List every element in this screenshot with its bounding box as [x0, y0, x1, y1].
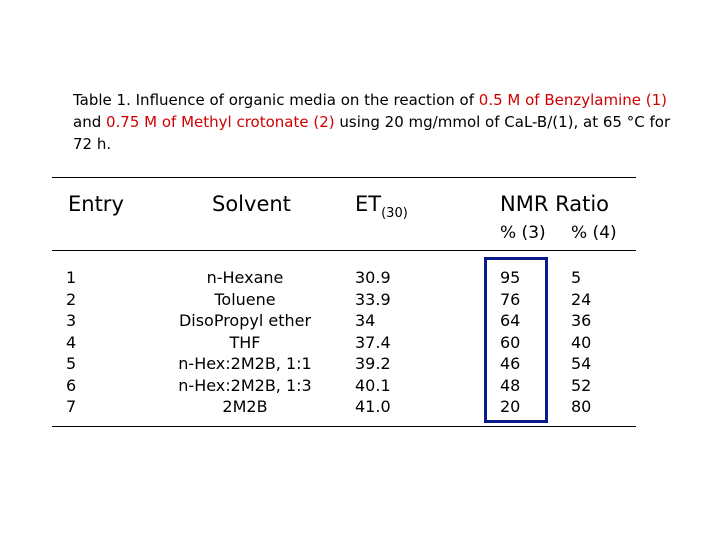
column-pct-4 — [571, 267, 591, 418]
pct3-cell: 64 — [500, 311, 521, 330]
table-caption — [73, 89, 673, 155]
et30-cell: 30.9 — [355, 268, 391, 287]
header-et30-subscript: (30) — [381, 206, 408, 221]
table-bottom-rule — [52, 426, 636, 427]
header-et30-main: ET — [355, 192, 382, 216]
et30-cell: 39.2 — [355, 354, 391, 373]
et30-cell: 33.9 — [355, 289, 391, 309]
pct4-cell: 36 — [571, 311, 592, 330]
column-pct-3 — [500, 267, 520, 418]
caption-highlight-methyl-crotonate: 0.75 M of Methyl crotonate (2) — [106, 113, 335, 131]
pct3-cell: 60 — [500, 332, 521, 352]
entry-cell: 4 — [66, 332, 77, 352]
caption-text: Table 1. Influence of organic media on the reaction of — [73, 91, 479, 109]
pct3-cell: 95 — [500, 268, 521, 287]
pct4-cell: 52 — [571, 375, 592, 395]
pct4-cell: 80 — [571, 397, 592, 416]
table-top-rule — [52, 177, 636, 178]
solvent-cell: n-Hex:2M2B, 1:3 — [178, 375, 312, 395]
caption-text: and — [73, 113, 106, 131]
et30-cell: 40.1 — [355, 375, 391, 395]
pct3-cell: 48 — [500, 375, 521, 395]
entry-cell: 5 — [66, 354, 77, 373]
solvent-cell: THF — [229, 332, 261, 352]
solvent-cell: 2M2B — [222, 397, 268, 416]
header-entry: Entry — [68, 192, 124, 216]
pct4-cell: 5 — [571, 268, 582, 287]
pct3-cell: 76 — [500, 289, 521, 309]
entry-cell: 7 — [66, 397, 77, 416]
column-entry — [66, 267, 76, 418]
column-solvent — [160, 267, 330, 418]
caption-text: using 20 mg/mmol of CaL-B/(1), at 65 °C for 72 h. — [73, 113, 671, 153]
pct3-cell: 46 — [500, 354, 521, 373]
pct4-cell: 24 — [571, 289, 592, 309]
pct3-cell: 20 — [500, 397, 521, 416]
solvent-cell: Toluene — [214, 289, 276, 309]
caption-highlight-benzylamine: 0.5 M of Benzylamine (1) — [478, 91, 668, 109]
solvent-cell: n-Hexane — [206, 268, 284, 287]
et30-cell: 37.4 — [355, 332, 391, 352]
entry-cell: 6 — [66, 375, 77, 395]
et30-cell: 34 — [355, 311, 376, 330]
solvent-cell: n-Hex:2M2B, 1:1 — [178, 354, 312, 373]
header-pct-4: % (4) — [571, 223, 617, 243]
table-header-rule — [52, 250, 636, 251]
pct4-cell: 40 — [571, 332, 592, 352]
column-et30 — [355, 267, 391, 418]
entry-cell: 2 — [66, 289, 77, 309]
header-pct-3: % (3) — [500, 223, 546, 243]
solvent-cell: DisoPropyl ether — [178, 311, 312, 330]
header-nmr-ratio: NMR Ratio — [500, 192, 610, 216]
et30-cell: 41.0 — [355, 397, 391, 416]
entry-cell: 3 — [66, 311, 77, 330]
header-et30 — [355, 190, 408, 222]
pct4-cell: 54 — [571, 354, 592, 373]
header-solvent: Solvent — [212, 192, 291, 216]
entry-cell: 1 — [66, 268, 77, 287]
